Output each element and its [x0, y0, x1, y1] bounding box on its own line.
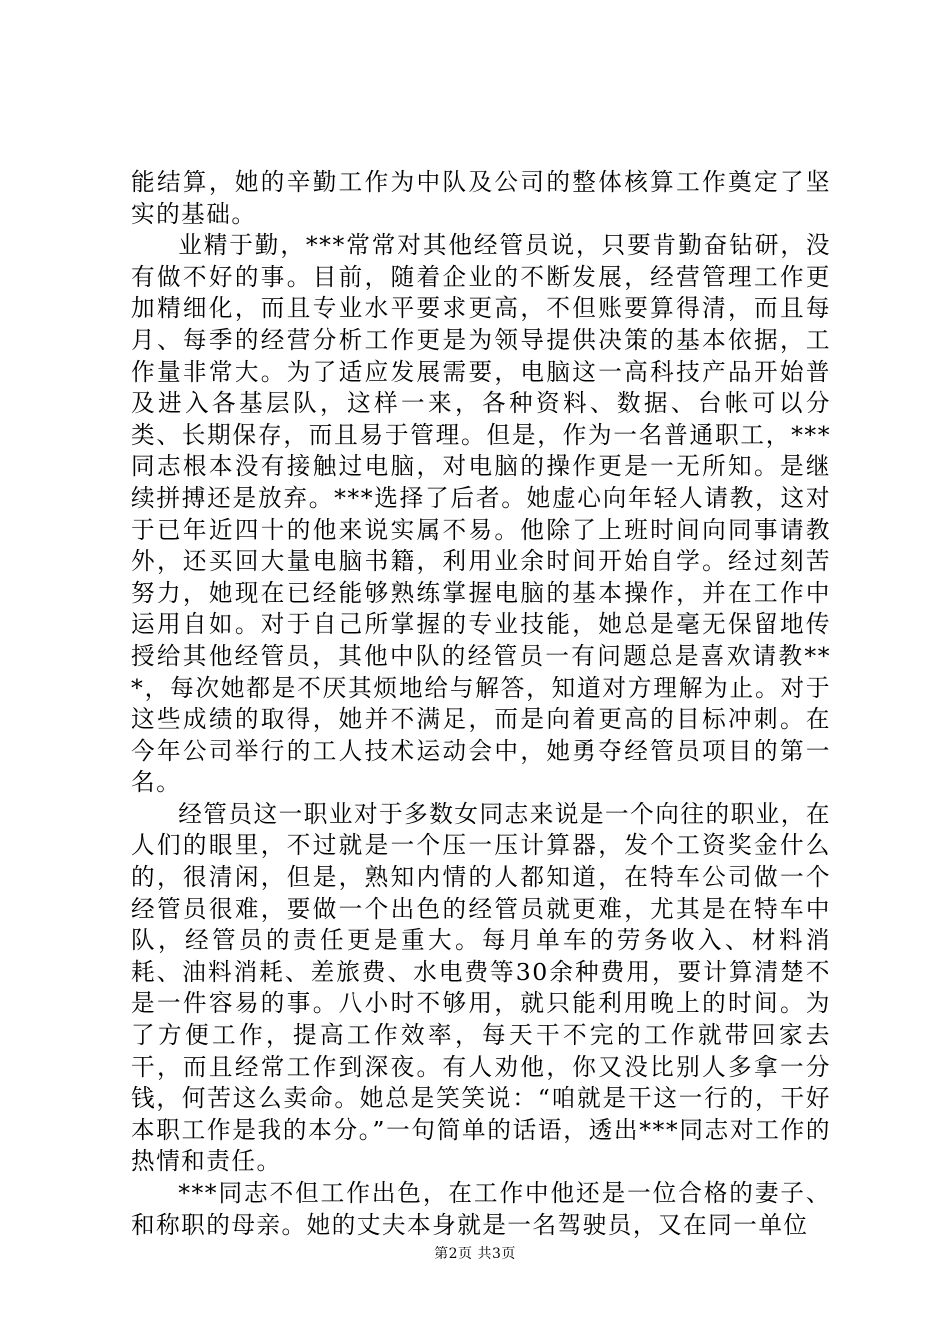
page-number-footer: 第2页 共3页: [434, 1246, 516, 1262]
paragraph-1: 能结算，她的辛勤工作为中队及公司的整体核算工作奠定了坚实的基础。: [131, 168, 831, 228]
paragraph-2: 业精于勤，***常常对其他经管员说，只要肯勤奋钻研，没有做不好的事。目前，随着企业的不断发展，经营管理工作更加精细化，而且专业水平要求更高，不但账要算得清，而且每月、每季的经营分析工作更是为领导提供决策的基本依据，工作量非常大。为了适应发展需要，电脑这一高科技产品开始普及进入各基层队，这样一来，各种资料、数据、台帐可以分类、长期保存，而且易于管理。但是，作为一名普通职工，***同志根本没有接触过电脑，对电脑的操作更是一无所知。是继续拼搏还是放弃。***选择了后者。她虚心向年轻人请教，这对于已年近四十的他来说实属不易。他除了上班时间向同事请教外，还买回大量电脑书籍，利用业余时间开始自学。经过刻苦努力，她现在已经能够熟练掌握电脑的基本操作，并在工作中运用自如。对于自己所掌握的专业技能，她总是毫无保留地传授给其他经管员，其他中队的经管员一有问题总是喜欢请教***，每次她都是不厌其烦地给与解答，知道对方理解为止。对于这些成绩的取得，她并不满足，而是向着更高的目标冲刺。在今年公司举行的工人技术运动会中，她勇夺经管员项目的第一名。: [131, 231, 831, 797]
document-body: [131, 167, 831, 1241]
paragraph-3: 经管员这一职业对于多数女同志来说是一个向往的职业，在人们的眼里，不过就是一个压一压计算器，发个工资奖金什么的，很清闲，但是，熟知内情的人都知道，在特车公司做一个经管员很难，要做一个出色的经管员就更难，尤其是在特车中队，经管员的责任更是重大。每月单车的劳务收入、材料消耗、油料消耗、差旅费、水电费等30余种费用，要计算清楚不是一件容易的事。八小时不够用，就只能利用晚上的时间。为了方便工作，提高工作效率，每天干不完的工作就带回家去干，而且经常工作到深夜。有人劝他，你又没比别人多拿一分钱，何苦这么卖命。她总是笑笑说：“咱就是干这一行的，干好本职工作是我的本分。”一句简单的话语，透出***同志对工作的热情和责任。: [131, 799, 831, 1176]
paragraph-4: ***同志不但工作出色，在工作中他还是一位合格的妻子、和称职的母亲。她的丈夫本身就是一名驾驶员，又在同一单位: [131, 1179, 831, 1239]
